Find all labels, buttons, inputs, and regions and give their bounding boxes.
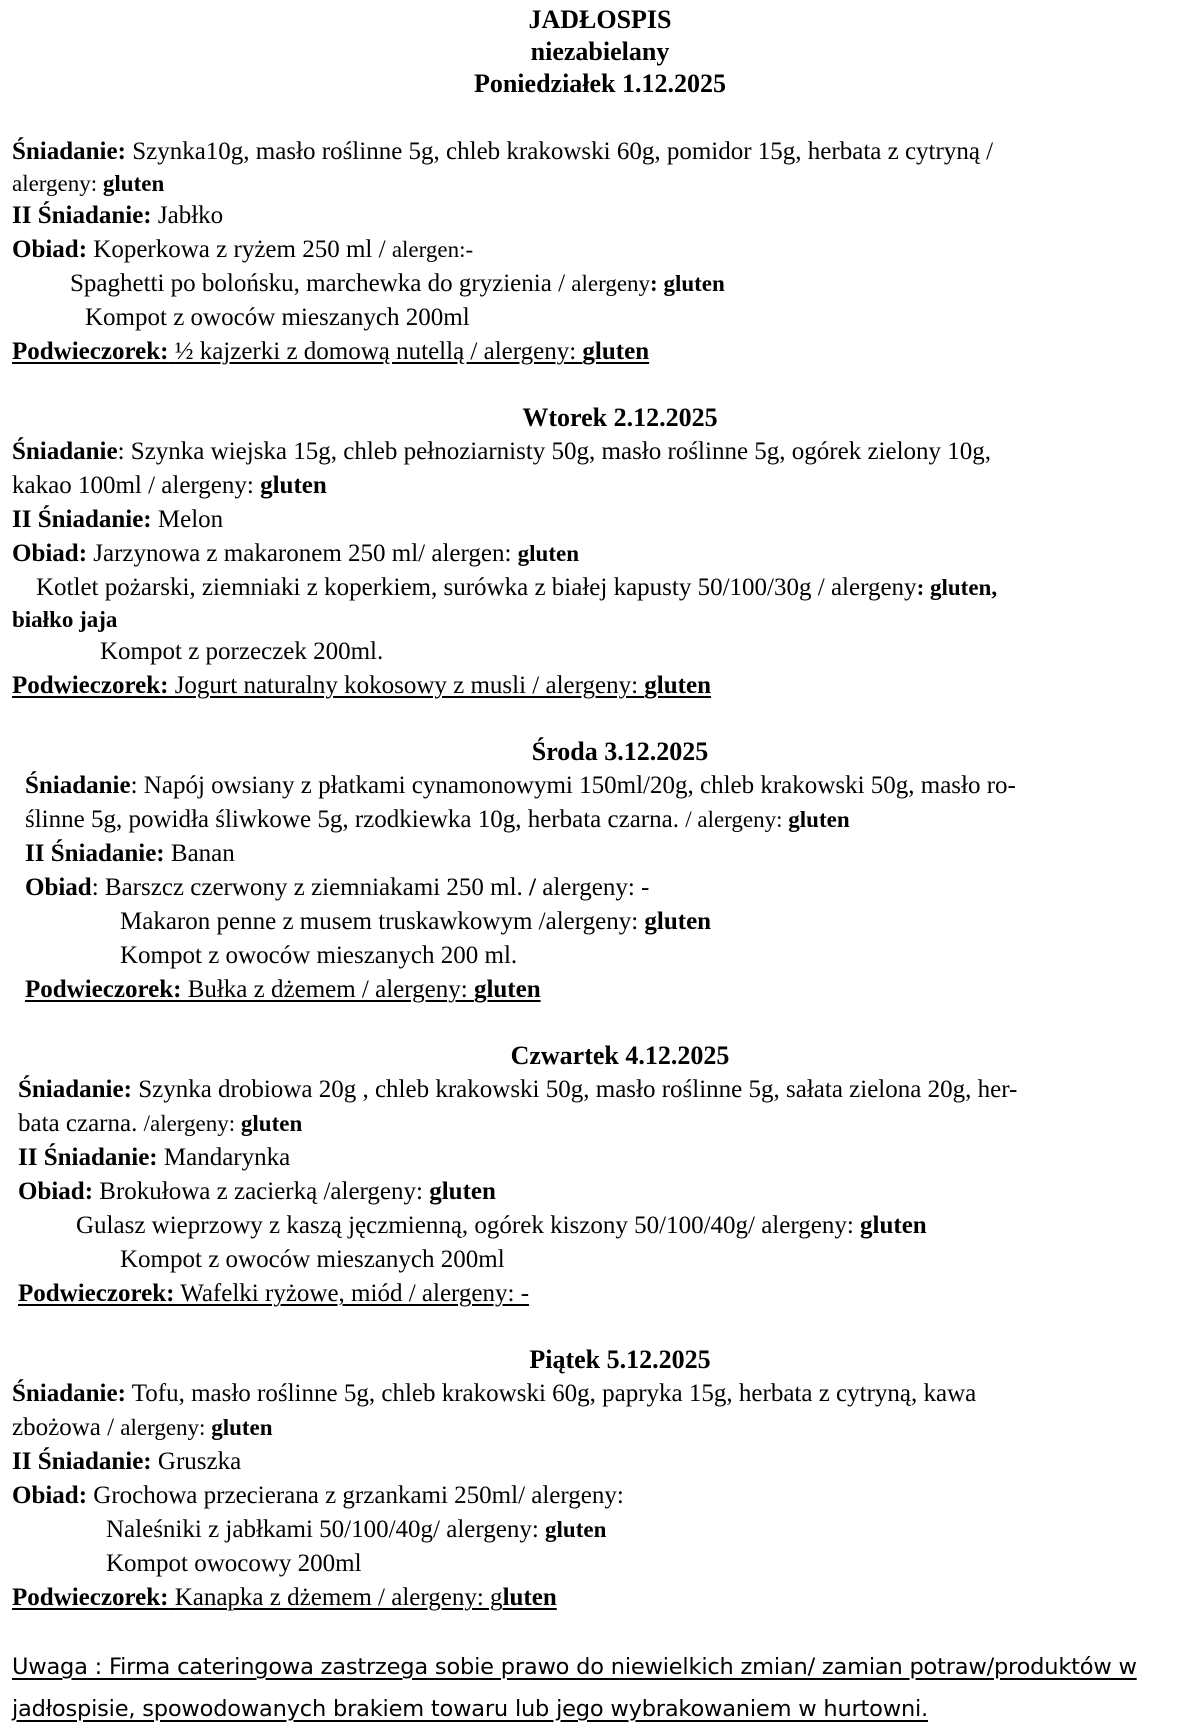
disclaimer-line-2: jadłospisie, spowodowanych brakiem towaru lub jego wybrakowaniem w hurtowni. <box>12 1696 929 1722</box>
breakfast-text: Szynka drobiowa 20g , chleb krakowski 50g, masło roślinne 5g, sałata zielona 20g, her- <box>131 1076 1018 1103</box>
friday-lunch-soup <box>12 1480 624 1512</box>
thursday-breakfast-cont <box>18 1108 302 1140</box>
page-subtitle: niezabielany <box>530 37 670 66</box>
wednesday-breakfast-cont <box>25 804 850 836</box>
snack-text: Wafelki ryżowe, miód / alergeny: - <box>174 1280 530 1307</box>
breakfast-text-cont: ślinne 5g, powidła śliwkowe 5g, rzodkiewka 10g, herbata czarna. <box>25 806 686 833</box>
lunch-label: Obiad: <box>12 236 88 263</box>
allergens-value: gluten <box>860 1212 927 1239</box>
tuesday-breakfast <box>12 436 991 468</box>
lunch-label: Obiad: <box>12 1482 88 1509</box>
allergens-value: gluten <box>473 976 541 1003</box>
lunch-label: Obiad: <box>12 540 88 567</box>
snack-label: Podwieczorek: <box>12 338 169 365</box>
friday-kompot: Kompot owocowy 200ml <box>106 1550 362 1577</box>
snack-text: Bułka z dżemem / alergeny: <box>181 976 474 1003</box>
allergens-label: alergeny: <box>12 171 103 196</box>
breakfast-label: Śniadanie: <box>12 138 126 165</box>
allergens-value: alergeny: - <box>536 874 650 901</box>
friday-breakfast-cont <box>12 1412 273 1444</box>
lunch-main-text: Naleśniki z jabłkami 50/100/40g/ alergeny: <box>106 1516 546 1543</box>
monday-snack <box>12 336 649 368</box>
allergens-value: : gluten <box>650 271 725 296</box>
snack-label: Podwieczorek: <box>25 976 182 1003</box>
thursday-snack <box>18 1278 529 1310</box>
allergens-value: gluten <box>582 338 650 365</box>
monday-lunch-main <box>70 268 725 300</box>
friday-snack <box>12 1582 557 1614</box>
lunch-soup-text: Grochowa przecierana z grzankami 250ml/ alergeny: <box>87 1482 624 1509</box>
thursday-lunch-main <box>76 1210 927 1242</box>
breakfast-label: Śniadanie <box>25 772 131 799</box>
lunch-soup-text: Brokułowa z zacierką /alergeny: <box>93 1178 430 1205</box>
breakfast-text: Szynka10g, masło roślinne 5g, chleb krakowski 60g, pomidor 15g, herbata z cytryną / <box>125 138 994 165</box>
monday-date: Poniedziałek 1.12.2025 <box>473 69 727 98</box>
wednesday-snack <box>25 974 541 1006</box>
snack-text: Kanapka z dżemem / alergeny: g <box>168 1584 503 1611</box>
second-breakfast-label: II Śniadanie: <box>12 506 152 533</box>
wednesday-lunch-main <box>120 906 711 938</box>
snack-text: Jogurt naturalny kokosowy z musli / alergeny: <box>168 672 645 699</box>
lunch-main-text: Gulasz wieprzowy z kaszą jęczmienną, ogórek kiszony 50/100/40g/ alergeny: <box>76 1212 861 1239</box>
second-breakfast-label: II Śniadanie: <box>12 1448 152 1475</box>
breakfast-text-cont: kakao 100ml / alergeny: <box>12 472 261 499</box>
thursday-kompot: Kompot z owoców mieszanych 200ml <box>120 1246 505 1273</box>
wednesday-date: Środa 3.12.2025 <box>531 737 709 766</box>
allergens-value: gluten <box>644 908 712 935</box>
breakfast-text-cont: zbożowa / <box>12 1414 121 1441</box>
second-breakfast-label: II Śniadanie: <box>12 202 152 229</box>
allergens-value: gluten <box>517 541 580 566</box>
allergens-label: / alergeny: <box>685 807 789 832</box>
thursday-second-breakfast <box>18 1142 290 1174</box>
allergens-value: gluten <box>788 807 850 832</box>
wednesday-second-breakfast <box>25 838 235 870</box>
monday-lunch-soup <box>12 234 473 266</box>
allergens-value: luten <box>502 1584 557 1611</box>
second-breakfast-text: Gruszka <box>151 1448 242 1475</box>
tuesday-lunch-main-cont <box>12 604 117 636</box>
second-breakfast-text: Banan <box>164 840 235 867</box>
snack-text: ½ kajzerki z domową nutellą / alergeny: <box>168 338 583 365</box>
allergens-value: : gluten, <box>916 575 998 600</box>
wednesday-kompot: Kompot z owoców mieszanych 200 ml. <box>120 942 518 969</box>
allergens-value: gluten <box>545 1517 607 1542</box>
friday-date: Piątek 5.12.2025 <box>529 1345 711 1374</box>
monday-second-breakfast <box>12 200 223 232</box>
breakfast-text: Tofu, masło roślinne 5g, chleb krakowski 60g, papryka 15g, herbata z cytryną, kawa <box>125 1380 977 1407</box>
allergens-value: białko jaja <box>12 607 118 632</box>
breakfast-text: : Napój owsiany z płatkami cynamonowymi 150ml/20g, chleb krakowski 50g, masło ro- <box>130 772 1016 799</box>
second-breakfast-text: Melon <box>151 506 224 533</box>
allergens-value: gluten <box>211 1415 273 1440</box>
lunch-soup-text: Koperkowa z ryżem 250 ml / <box>87 236 392 263</box>
tuesday-lunch-soup <box>12 538 579 570</box>
monday-breakfast-allergens <box>12 168 164 200</box>
wednesday-breakfast <box>25 770 1016 802</box>
page-title: JADŁOSPIS <box>528 5 672 34</box>
breakfast-text-cont: bata czarna. <box>18 1110 144 1137</box>
lunch-main-text: Spaghetti po bolońsku, marchewka do gryzienia / <box>70 270 572 297</box>
thursday-breakfast <box>18 1074 1017 1106</box>
tuesday-snack <box>12 670 711 702</box>
second-breakfast-text: Jabłko <box>151 202 224 229</box>
tuesday-kompot: Kompot z porzeczek 200ml. <box>100 638 384 665</box>
lunch-slash: / <box>529 874 536 901</box>
breakfast-label: Śniadanie <box>12 438 118 465</box>
breakfast-text: : Szynka wiejska 15g, chleb pełnoziarnisty 50g, masło roślinne 5g, ogórek zielony 10g, <box>117 438 992 465</box>
breakfast-label: Śniadanie: <box>12 1380 126 1407</box>
lunch-soup-text: : Barszcz czerwony z ziemniakami 250 ml. <box>91 874 530 901</box>
friday-second-breakfast <box>12 1446 241 1478</box>
friday-lunch-main <box>106 1514 606 1546</box>
lunch-label: Obiad: <box>18 1178 94 1205</box>
monday-breakfast <box>12 136 993 168</box>
thursday-lunch-soup <box>18 1176 496 1208</box>
wednesday-lunch-soup <box>25 872 649 904</box>
lunch-main-text: Kotlet pożarski, ziemniaki z koperkiem, surówka z białej kapusty 50/100/30g / alergeny <box>36 574 917 601</box>
disclaimer-line-1: Uwaga : Firma cateringowa zastrzega sobie prawo do niewielkich zmian/ zamian potraw/produktów w <box>12 1654 1137 1680</box>
snack-label: Podwieczorek: <box>12 1584 169 1611</box>
lunch-label: Obiad <box>25 874 92 901</box>
allergens-label: /alergeny: <box>143 1111 241 1136</box>
monday-kompot: Kompot z owoców mieszanych 200ml <box>85 304 470 331</box>
friday-breakfast <box>12 1378 976 1410</box>
thursday-date: Czwartek 4.12.2025 <box>510 1041 730 1070</box>
second-breakfast-label: II Śniadanie: <box>18 1144 158 1171</box>
allergens-value: gluten <box>260 472 327 499</box>
tuesday-second-breakfast <box>12 504 223 536</box>
allergens-value: gluten <box>429 1178 496 1205</box>
breakfast-label: Śniadanie: <box>18 1076 132 1103</box>
allergens-value: gluten <box>102 171 165 196</box>
tuesday-date: Wtorek 2.12.2025 <box>522 403 718 432</box>
snack-label: Podwieczorek: <box>18 1280 175 1307</box>
allergens-value: gluten <box>644 672 711 699</box>
allergens-value: alergen:- <box>391 237 474 262</box>
tuesday-lunch-main <box>36 572 997 604</box>
lunch-main-text: Makaron penne z musem truskawkowym /alergeny: <box>120 908 645 935</box>
snack-label: Podwieczorek: <box>12 672 169 699</box>
second-breakfast-label: II Śniadanie: <box>25 840 165 867</box>
tuesday-breakfast-cont <box>12 470 327 502</box>
lunch-soup-text: Jarzynowa z makaronem 250 ml/ alergen: <box>87 540 518 567</box>
allergens-label: alergeny: <box>120 1415 212 1440</box>
second-breakfast-text: Mandarynka <box>157 1144 291 1171</box>
allergens-value: gluten <box>240 1111 303 1136</box>
allergens-label: alergeny <box>571 271 651 296</box>
